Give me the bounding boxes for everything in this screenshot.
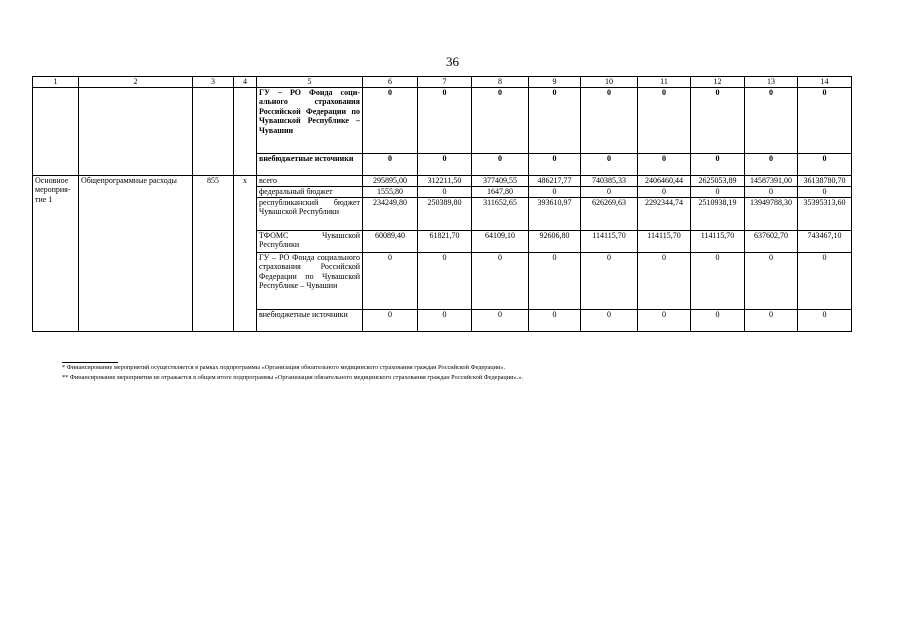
- value-cell: 0: [418, 88, 472, 154]
- value-cell: 0: [745, 154, 798, 176]
- value-cell: 35395313,60: [798, 198, 852, 231]
- value-cell: 92606,80: [529, 231, 581, 253]
- page-number: 36: [446, 54, 459, 69]
- value-cell: 36138780,70: [798, 176, 852, 187]
- value-cell: 0: [638, 187, 691, 198]
- value-cell: 0: [363, 88, 418, 154]
- empty-cell: [193, 88, 234, 176]
- value-cell: 14587391,00: [745, 176, 798, 187]
- value-cell: 740385,33: [581, 176, 638, 187]
- column-number-row: [33, 77, 852, 88]
- value-cell: 0: [691, 310, 745, 332]
- funding-source: ГУ – РО Фонда социального страхования Российской Федерации по Чувашской Республике – Чувашии: [257, 88, 363, 154]
- event-name: Основное мероприятие 1: [33, 176, 79, 332]
- value-cell: 61821,70: [418, 231, 472, 253]
- value-cell: 114115,70: [691, 231, 745, 253]
- funding-source: внебюджетные источники: [257, 310, 363, 332]
- value-cell: 250389,80: [418, 198, 472, 231]
- value-cell: 0: [691, 253, 745, 310]
- code-cell: x: [234, 176, 257, 332]
- empty-cell: [234, 88, 257, 176]
- value-cell: 0: [418, 154, 472, 176]
- value-cell: 0: [798, 88, 852, 154]
- value-cell: 0: [418, 187, 472, 198]
- value-cell: 0: [638, 88, 691, 154]
- value-cell: 0: [363, 253, 418, 310]
- column-number: 6: [363, 77, 418, 88]
- column-number: 4: [234, 77, 257, 88]
- value-cell: 114115,70: [581, 231, 638, 253]
- value-cell: 0: [691, 154, 745, 176]
- value-cell: 234249,80: [363, 198, 418, 231]
- value-cell: 0: [472, 310, 529, 332]
- value-cell: 114115,70: [638, 231, 691, 253]
- value-cell: 0: [745, 253, 798, 310]
- event-description: Общепрограммные расходы: [79, 176, 193, 332]
- column-number: 13: [745, 77, 798, 88]
- value-cell: 393610,97: [529, 198, 581, 231]
- value-cell: 0: [581, 187, 638, 198]
- value-cell: 2406460,44: [638, 176, 691, 187]
- value-cell: 637602,70: [745, 231, 798, 253]
- column-number: 7: [418, 77, 472, 88]
- column-number: 5: [257, 77, 363, 88]
- value-cell: 0: [363, 154, 418, 176]
- empty-cell: [33, 88, 79, 176]
- column-number: 1: [33, 77, 79, 88]
- value-cell: 0: [581, 310, 638, 332]
- value-cell: 0: [581, 253, 638, 310]
- budget-code: 855: [193, 176, 234, 332]
- funding-source: республиканский бюджет Чувашской Республики: [257, 198, 363, 231]
- value-cell: 626269,63: [581, 198, 638, 231]
- value-cell: 0: [798, 310, 852, 332]
- value-cell: 0: [745, 310, 798, 332]
- value-cell: 0: [691, 187, 745, 198]
- value-cell: 0: [638, 154, 691, 176]
- value-cell: 311652,65: [472, 198, 529, 231]
- value-cell: 0: [529, 310, 581, 332]
- column-number: 9: [529, 77, 581, 88]
- column-number: 3: [193, 77, 234, 88]
- funding-source: внебюджетные источники: [257, 154, 363, 176]
- value-cell: 64109,10: [472, 231, 529, 253]
- value-cell: 0: [798, 154, 852, 176]
- value-cell: 0: [638, 253, 691, 310]
- value-cell: 0: [529, 88, 581, 154]
- value-cell: 2510938,19: [691, 198, 745, 231]
- value-cell: 0: [691, 88, 745, 154]
- value-cell: 0: [529, 253, 581, 310]
- column-number: 10: [581, 77, 638, 88]
- empty-cell: [79, 88, 193, 176]
- value-cell: 1555,80: [363, 187, 418, 198]
- value-cell: 0: [581, 154, 638, 176]
- footnote-1: * Финансирование мероприятий осуществляется в рамках подпрограммы «Организация обязательного медицинского страхования граждан Российской Федерации».: [62, 364, 506, 371]
- value-cell: 743467,10: [798, 231, 852, 253]
- footnote-divider: [62, 362, 118, 363]
- value-cell: 2292344,74: [638, 198, 691, 231]
- value-cell: 377409,55: [472, 176, 529, 187]
- funding-source: ТФОМС Чувашской Республики: [257, 231, 363, 253]
- value-cell: 1647,80: [472, 187, 529, 198]
- funding-source: ГУ – РО Фонда социального страхования Российской Федерации по Чувашской Республике – Чувашии: [257, 253, 363, 310]
- value-cell: 0: [798, 187, 852, 198]
- value-cell: 0: [798, 253, 852, 310]
- column-number: 11: [638, 77, 691, 88]
- column-number: 12: [691, 77, 745, 88]
- value-cell: 0: [529, 187, 581, 198]
- value-cell: 486217,77: [529, 176, 581, 187]
- value-cell: 0: [745, 88, 798, 154]
- table-row: [33, 88, 852, 154]
- value-cell: 60089,40: [363, 231, 418, 253]
- funding-source: федеральный бюджет: [257, 187, 363, 198]
- table-row: [33, 176, 852, 187]
- value-cell: 0: [363, 310, 418, 332]
- value-cell: 0: [472, 88, 529, 154]
- value-cell: 0: [418, 310, 472, 332]
- value-cell: 0: [745, 187, 798, 198]
- value-cell: 0: [529, 154, 581, 176]
- value-cell: 0: [581, 88, 638, 154]
- value-cell: 295895,00: [363, 176, 418, 187]
- value-cell: 13949788,30: [745, 198, 798, 231]
- value-cell: 0: [418, 253, 472, 310]
- funding-source: всего: [257, 176, 363, 187]
- value-cell: 0: [638, 310, 691, 332]
- column-number: 2: [79, 77, 193, 88]
- footnote-2: ** Финансирование мероприятия не отражается в общем итоге подпрограммы «Организация обязательного медицинского страхования граждан Российской Федерации».».: [62, 374, 523, 381]
- value-cell: 2625053,89: [691, 176, 745, 187]
- value-cell: 0: [472, 154, 529, 176]
- value-cell: 312211,50: [418, 176, 472, 187]
- column-number: 8: [472, 77, 529, 88]
- value-cell: 0: [472, 253, 529, 310]
- financing-table: [32, 76, 852, 332]
- column-number: 14: [798, 77, 852, 88]
